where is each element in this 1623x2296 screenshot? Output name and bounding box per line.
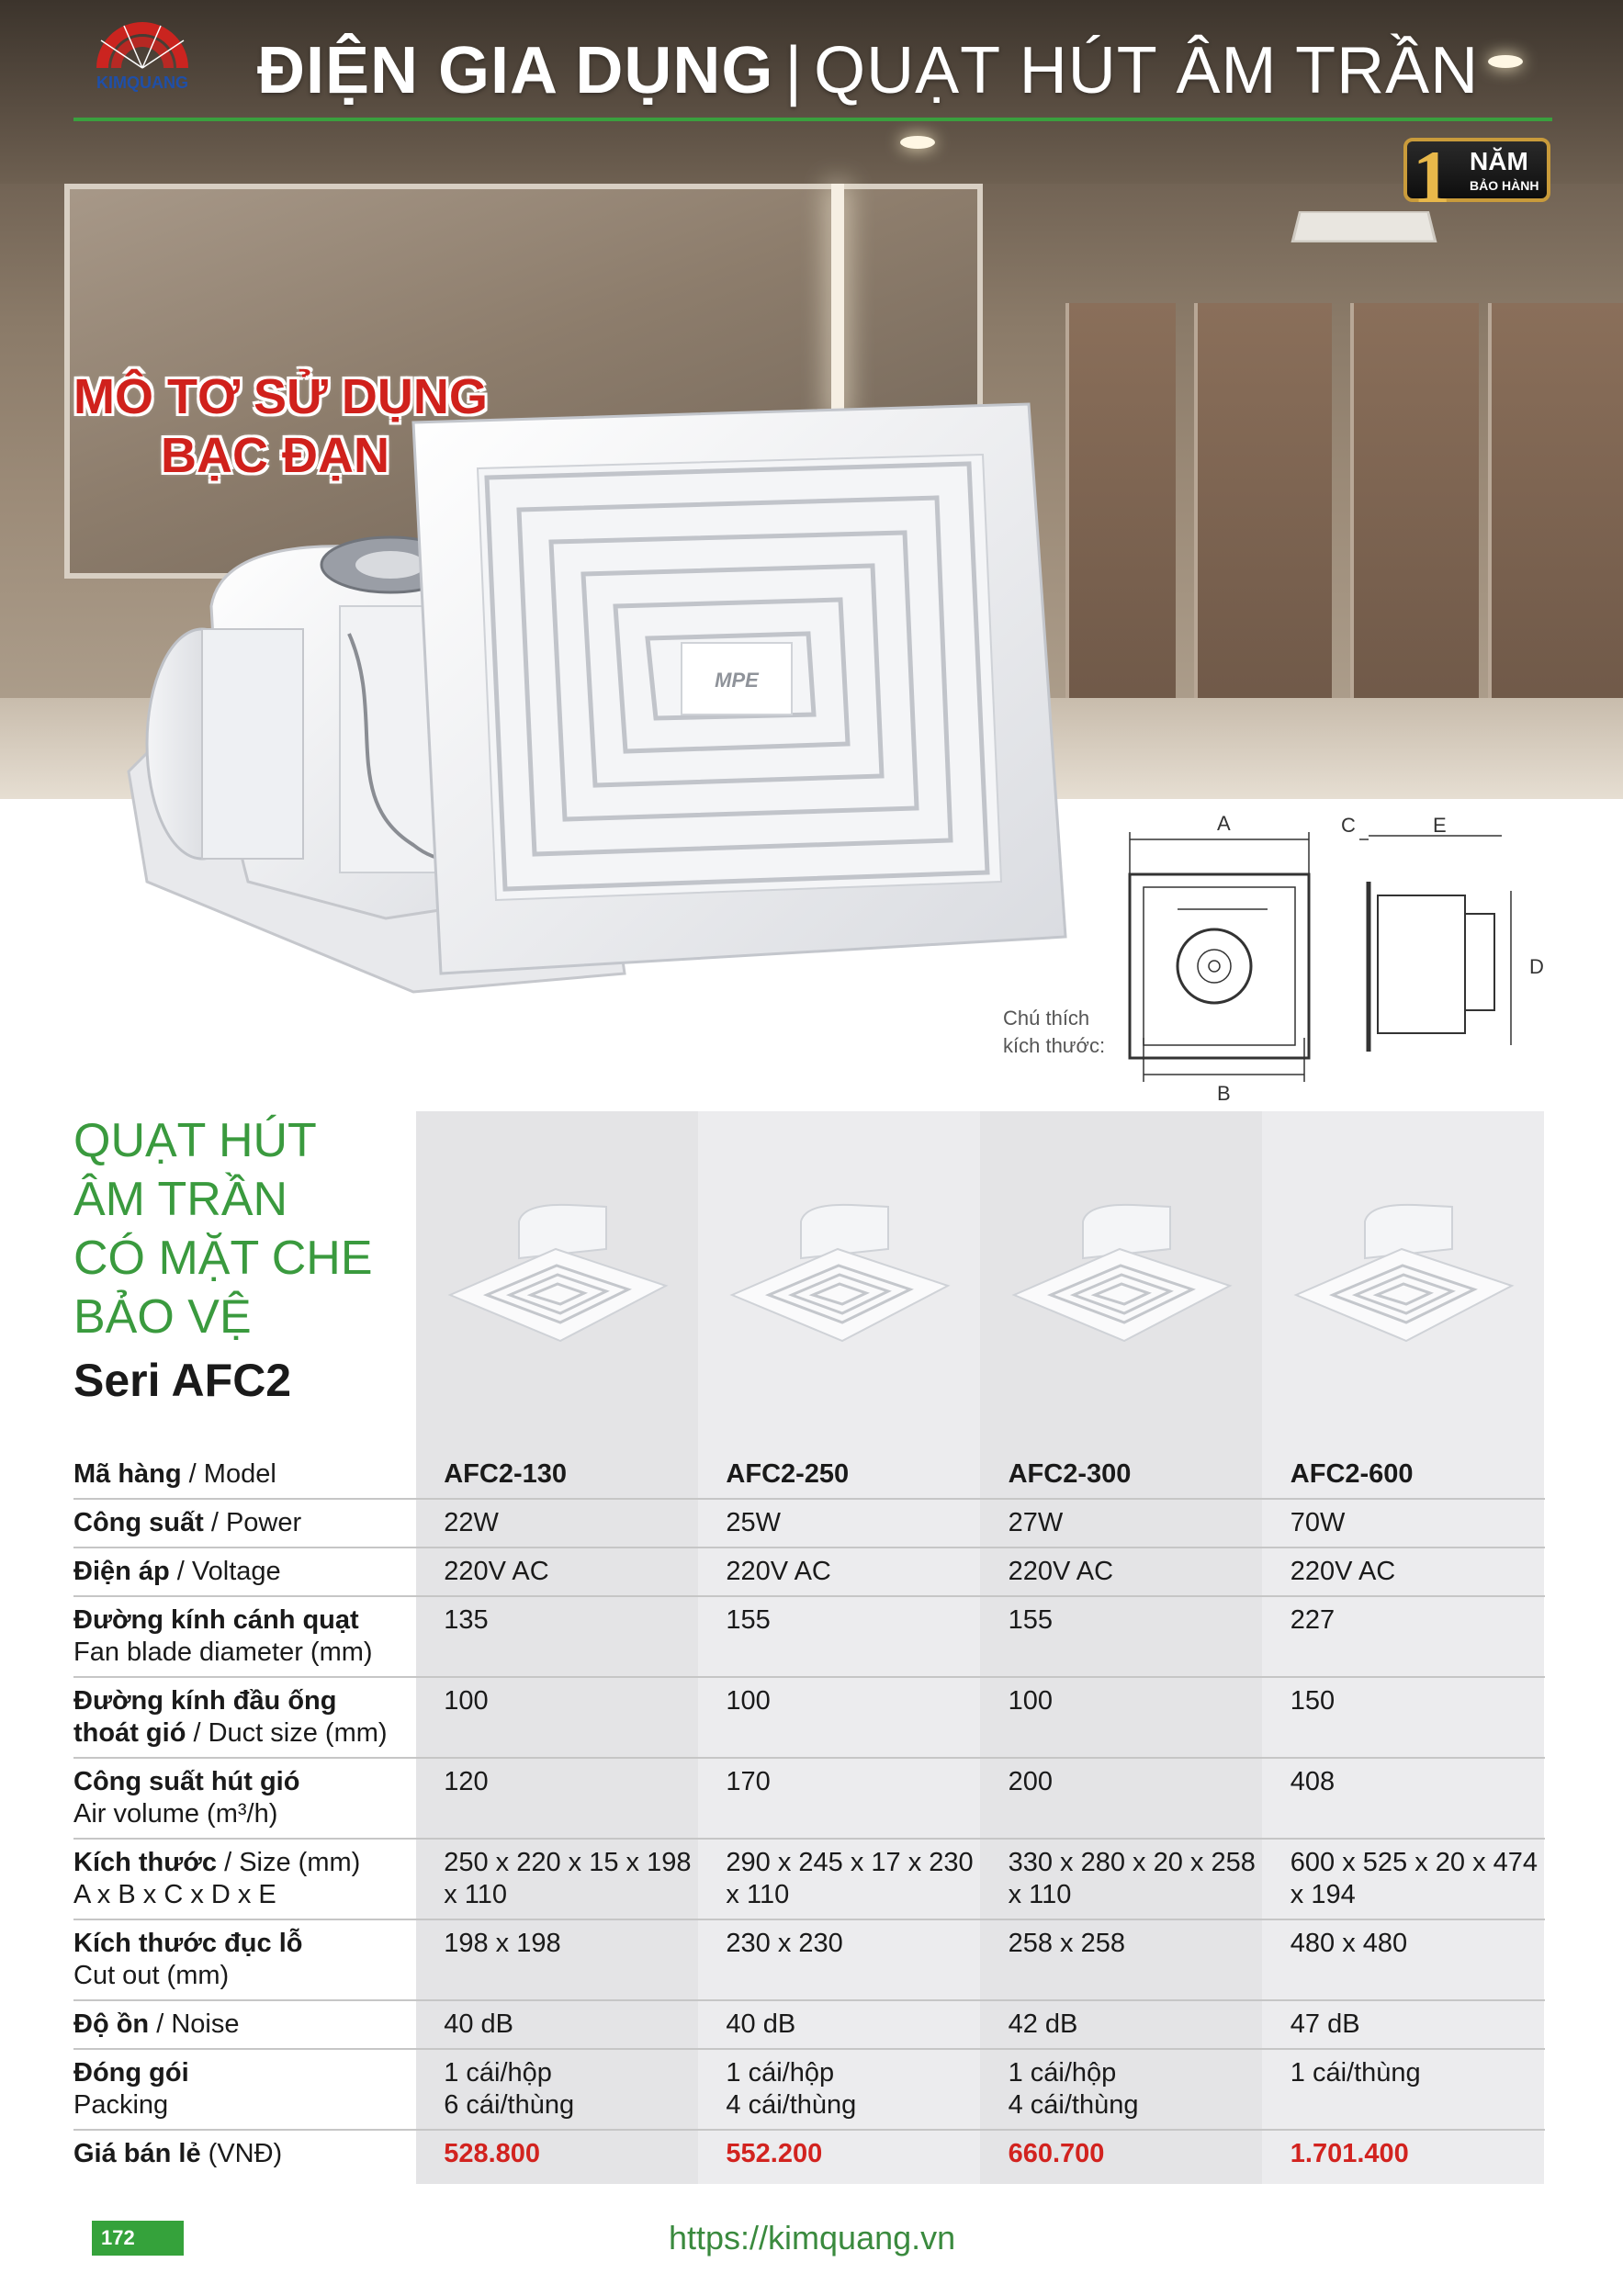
row-label — [73, 1677, 416, 1758]
row-label-line2: A x B x C x D x E — [73, 1880, 276, 1909]
table-row — [73, 1499, 1545, 1548]
table-cell: 1 cái/hộp 4 cái/thùng — [726, 2058, 857, 2120]
series-title-line: BẢO VỆ — [73, 1290, 252, 1344]
table-cell: 227 — [1290, 1605, 1336, 1635]
table-cell: 155 — [1008, 1605, 1053, 1635]
table-row — [73, 1548, 1545, 1596]
row-label — [73, 1596, 416, 1677]
row-label — [73, 2049, 416, 2130]
series-title-line: QUẠT HÚT — [73, 1114, 317, 1167]
dimension-caption-line2: kích thước: — [1003, 1034, 1106, 1057]
series-title — [73, 1111, 423, 1412]
row-label-bold: Độ ồn — [73, 2009, 150, 2039]
dimension-caption-line1: Chú thích — [1003, 1007, 1090, 1030]
product-thumbnail-afc2-600 — [1278, 1194, 1526, 1359]
dim-label-a: A — [1217, 812, 1231, 835]
warranty-word: NĂM — [1470, 147, 1528, 175]
row-label-bold: Mã hàng — [73, 1459, 182, 1489]
table-cell: 40 dB — [726, 2009, 796, 2039]
table-cell: 170 — [726, 1767, 771, 1796]
table-cell: 40 dB — [444, 2009, 514, 2039]
price-cell: 1.701.400 — [1290, 2139, 1409, 2168]
table-cell: 47 dB — [1290, 2009, 1360, 2039]
dimension-caption — [1003, 1005, 1105, 1060]
kimquang-logo — [73, 13, 211, 105]
table-cell: 100 — [726, 1686, 771, 1716]
table-row — [73, 1839, 1545, 1919]
table-cell: 408 — [1290, 1767, 1336, 1796]
row-label-normal: / Power — [203, 1508, 302, 1537]
table-cell: 220V AC — [1290, 1557, 1396, 1586]
table-row — [73, 1758, 1545, 1839]
warranty-number: 1 — [1413, 135, 1450, 219]
table-cell: 200 — [1008, 1767, 1053, 1796]
stall-wall — [1350, 303, 1479, 762]
table-cell: 220V AC — [726, 1557, 831, 1586]
table-cell: 258 x 258 — [1008, 1929, 1125, 1958]
row-label-normal: / Voltage — [169, 1557, 281, 1586]
product-thumbnail-afc2-300 — [996, 1194, 1244, 1359]
table-cell: 220V AC — [444, 1557, 549, 1586]
row-label — [73, 1451, 416, 1499]
row-label-normal: / Noise — [149, 2009, 240, 2039]
table-cell: AFC2-600 — [1290, 1459, 1414, 1489]
row-label — [73, 1919, 416, 2000]
table-cell: 480 x 480 — [1290, 1929, 1408, 1958]
price-cell: 552.200 — [726, 2139, 823, 2168]
title-category: ĐIỆN GIA DỤNG — [257, 34, 774, 107]
product-thumbnail-afc2-250 — [714, 1194, 962, 1359]
table-cell: 1 cái/hộp 4 cái/thùng — [1008, 2058, 1139, 2120]
table-cell: 155 — [726, 1605, 771, 1635]
row-label-line2: Air volume (m³/h) — [73, 1799, 278, 1829]
table-row — [73, 1451, 1545, 1499]
product-brand-label: MPE — [715, 669, 759, 692]
product-photo — [110, 367, 1084, 1029]
table-row — [73, 1919, 1545, 2000]
row-label-bold: Đóng gói — [73, 2058, 189, 2088]
stall-wall — [1488, 303, 1623, 762]
callout-line1: MÔ TƠ SỬ DỤNG — [73, 369, 488, 424]
callout-line2: BẠC ĐẠN — [161, 428, 389, 483]
spec-table — [73, 1451, 1545, 2178]
row-label — [73, 2000, 416, 2049]
row-label-normal: / Size (mm) — [217, 1848, 361, 1877]
row-label — [73, 1758, 416, 1839]
dim-label-e: E — [1433, 814, 1447, 837]
logo-wordmark: KIMQUANG — [96, 73, 188, 92]
row-label-bold: Kích thước — [73, 1848, 218, 1877]
title-product: QUẠT HÚT ÂM TRẦN — [814, 34, 1480, 107]
table-cell: 250 x 220 x 15 x 198 x 110 — [444, 1848, 692, 1909]
product-thumbnail-afc2-130 — [432, 1194, 680, 1359]
table-cell: 1 cái/thùng — [1290, 2058, 1421, 2088]
table-cell: 330 x 280 x 20 x 258 x 110 — [1008, 1848, 1256, 1909]
row-label-bold: Đường kính đầu ống thoát gió — [73, 1686, 337, 1748]
table-row — [73, 2130, 1545, 2178]
table-row — [73, 1677, 1545, 1758]
row-label — [73, 1839, 416, 1919]
row-label-normal: / Model — [181, 1459, 276, 1489]
downlight — [900, 136, 935, 149]
table-row — [73, 2049, 1545, 2130]
row-label-bold: Giá bán lẻ — [73, 2139, 201, 2168]
row-label-normal: (VNĐ) — [200, 2139, 283, 2168]
dim-label-d: D — [1529, 955, 1544, 978]
price-cell: 660.700 — [1008, 2139, 1105, 2168]
page-title — [257, 33, 1479, 108]
row-label-bold: Kích thước đục lỗ — [73, 1929, 303, 1958]
table-cell: AFC2-250 — [726, 1459, 850, 1489]
row-label-bold: Công suất hút gió — [73, 1767, 300, 1796]
table-cell: 27W — [1008, 1508, 1064, 1537]
table-cell: 150 — [1290, 1686, 1336, 1716]
price-cell: 528.800 — [444, 2139, 541, 2168]
series-name: Seri AFC2 — [73, 1355, 292, 1406]
table-cell: 25W — [726, 1508, 782, 1537]
row-label — [73, 1499, 416, 1548]
table-cell: 198 x 198 — [444, 1929, 561, 1958]
table-cell: AFC2-130 — [444, 1459, 567, 1489]
table-row — [73, 1596, 1545, 1677]
table-cell: 22W — [444, 1508, 499, 1537]
title-separator: | — [784, 34, 804, 107]
table-cell: 135 — [444, 1605, 489, 1635]
row-label-bold: Công suất — [73, 1508, 204, 1537]
row-label-normal: / Duct size (mm) — [186, 1718, 388, 1748]
row-label-line2: Cut out (mm) — [73, 1961, 230, 1990]
table-row — [73, 2000, 1545, 2049]
table-cell: AFC2-300 — [1008, 1459, 1132, 1489]
warranty-sub: BẢO HÀNH — [1470, 178, 1539, 193]
table-cell: 220V AC — [1008, 1557, 1114, 1586]
table-cell: 290 x 245 x 17 x 230 x 110 — [726, 1848, 974, 1909]
dim-label-c: C — [1341, 814, 1356, 837]
row-label-bold: Điện áp — [73, 1557, 170, 1586]
row-label-bold: Đường kính cánh quạt — [73, 1605, 359, 1635]
table-cell: 100 — [1008, 1686, 1053, 1716]
table-cell: 600 x 525 x 20 x 474 x 194 — [1290, 1848, 1538, 1909]
page-number: 172 — [92, 2221, 184, 2256]
footer-url-link[interactable]: https://kimquang.vn — [669, 2219, 956, 2257]
table-cell: 1 cái/hộp 6 cái/thùng — [444, 2058, 575, 2120]
stall-wall — [1194, 303, 1332, 762]
row-label — [73, 1548, 416, 1596]
table-cell: 70W — [1290, 1508, 1346, 1537]
series-title-line: CÓ MẶT CHE — [73, 1232, 373, 1285]
title-rule — [73, 118, 1552, 121]
row-label-line2: Fan blade diameter (mm) — [73, 1638, 373, 1667]
dim-label-b: B — [1217, 1082, 1231, 1102]
table-cell: 120 — [444, 1767, 489, 1796]
warranty-badge — [1403, 135, 1550, 219]
row-label — [73, 2130, 416, 2178]
series-title-line: ÂM TRẦN — [73, 1173, 288, 1226]
downlight — [1488, 55, 1523, 68]
table-cell: 100 — [444, 1686, 489, 1716]
row-label-line2: Packing — [73, 2090, 169, 2120]
table-cell: 230 x 230 — [726, 1929, 843, 1958]
table-cell: 42 dB — [1008, 2009, 1078, 2039]
